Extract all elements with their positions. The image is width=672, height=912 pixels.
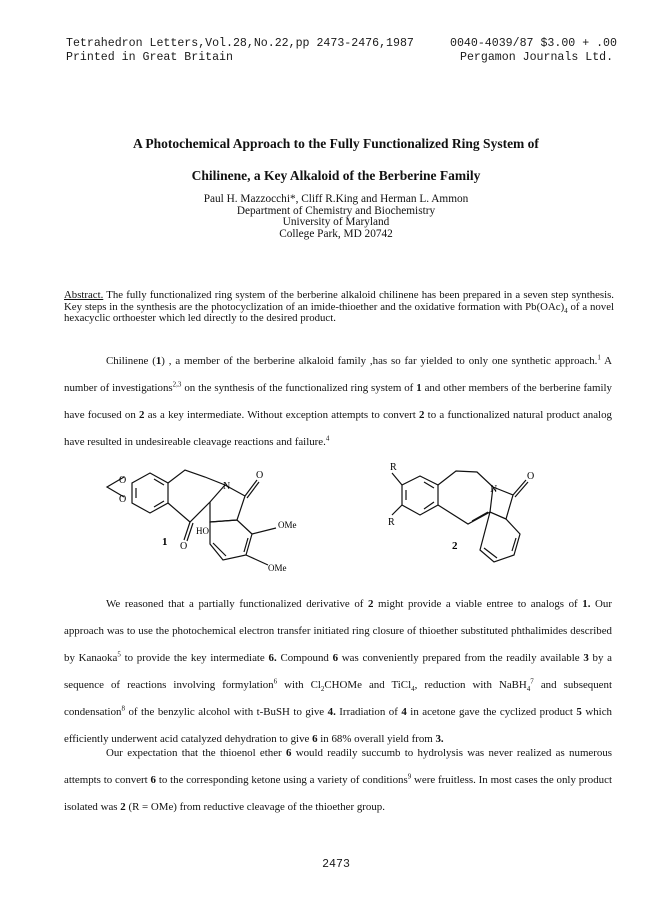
author-names: Paul H. Mazzocchi*, Cliff R.King and Herman L. Ammon (203, 193, 469, 205)
text: , reduction with NaBH (414, 679, 527, 691)
text: which efficiently underwent acid catalyzed dehydration to give (64, 706, 612, 745)
o-label: O (527, 471, 535, 482)
abstract-label: Abstract. (64, 289, 104, 301)
paragraph-3 (64, 740, 612, 821)
text: CHOMe and TiCl (324, 679, 412, 691)
paragraph-1 (64, 348, 612, 456)
publisher: Pergamon Journals Ltd. (460, 51, 614, 64)
citation: 6 (273, 677, 278, 686)
text: Our expectation that the thioenol ether (106, 747, 286, 759)
compound-ref: 2 (419, 409, 425, 421)
text: Compound (276, 652, 333, 664)
compound-2-structure (392, 471, 528, 562)
citation: 7 (530, 677, 534, 686)
compound-ref: 6. (268, 652, 277, 664)
citation: 4 (325, 434, 330, 443)
subscript: 4 (411, 685, 415, 694)
text: and subsequent condensation (64, 679, 612, 718)
text: We reasoned that a partially functionalized derivative of (106, 598, 368, 610)
text: Chilinene ( (106, 355, 156, 367)
abstract (64, 290, 614, 325)
compound-ref: 4 (401, 706, 407, 718)
abstract-text: of a novel hexacyclic orthoester which led directly to the desired product. (64, 300, 614, 324)
text: to a functionalized natural product analog have resulted in undesireable cleavage reactions and failure. (64, 409, 612, 448)
abstract-sub: 4 (564, 306, 568, 315)
paper-title-line1: A Photochemical Approach to the Fully Functionalized Ring System of (133, 136, 539, 151)
compound-ref: 6 (312, 733, 318, 745)
citation: 5 (117, 650, 121, 659)
r-label: R (388, 517, 395, 528)
text: by a sequence of reactions involving formylation (64, 652, 612, 691)
ome-label: OMe (278, 520, 297, 530)
text: were fruitless. In most cases the only product isolated was (64, 774, 612, 813)
compound-ref: 3. (435, 733, 444, 745)
journal-header-right (450, 37, 617, 65)
text: on the synthesis of the functionalized ring system of (181, 382, 417, 394)
o-label: O (119, 475, 127, 486)
citation: 1 (597, 353, 601, 362)
compound-ref: 6 (150, 774, 156, 786)
printed-in: Printed in Great Britain (66, 51, 233, 64)
abstract-text: The fully functionalized ring system of the berberine alkaloid chilinene has been prepared in a seven step synthesis. Key steps in the synthesis are the photocyclization of an imide-thioether and the oxidative formation with Pb(OAc) (64, 289, 614, 313)
text: Irradiation of (335, 706, 402, 718)
price-code: 0040-4039/87 $3.00 + .00 (450, 37, 617, 50)
text: in acetone gave the cyclized product (406, 706, 577, 718)
compound-1-structure (107, 470, 276, 565)
text: of the benzylic alcohol with t-BuSH to give (124, 706, 328, 718)
text: in 68% overall yield from (317, 733, 436, 745)
n-label: N (490, 484, 498, 495)
compound-ref: 6 (332, 652, 339, 664)
text: ) , a member of the berberine alkaloid family ,has so far yielded to only one synthetic approach. (161, 355, 598, 367)
compound-ref: 4. (327, 706, 336, 718)
compound-2-label: 2 (452, 540, 458, 552)
compound-ref: 1. (582, 598, 591, 610)
compound-ref: 5 (576, 706, 582, 718)
text: as a key intermediate. Without exception attempts to convert (144, 409, 419, 421)
university: University of Maryland (282, 216, 390, 228)
r-label: R (390, 462, 397, 473)
text: to provide the key intermediate (120, 652, 269, 664)
compound-ref: 2 (368, 598, 374, 610)
subscript: 2 (320, 685, 325, 694)
paragraph-2 (64, 591, 612, 753)
compound-ref: 2 (139, 409, 145, 421)
compound-1-label: 1 (162, 536, 168, 548)
ome-label: OMe (268, 563, 287, 573)
text: Our approach was to use the photochemical electron transfer initiated ring closure of thioether substituted phthalimides described by Kanaoka (64, 598, 612, 664)
text: A number of investigations (64, 355, 612, 394)
text: was conveniently prepared from the readily available (338, 652, 584, 664)
o-label: O (256, 470, 264, 481)
citation: 8 (121, 704, 125, 713)
text: to the corresponding ketone using a variety of conditions (155, 774, 408, 786)
text: would readily succumb to hydrolysis was never realized as numerous attempts to convert (64, 747, 612, 786)
compound-ref: 1 (155, 355, 162, 367)
author-block (0, 194, 672, 240)
paper-title-line2: Chilinene, a Key Alkaloid of the Berberine Family (191, 168, 481, 183)
compound-ref: 6 (285, 747, 292, 759)
compound-ref: 2 (120, 801, 126, 813)
ho-label: HO (196, 526, 209, 536)
compound-ref: 3 (583, 652, 589, 664)
o-label: O (180, 541, 188, 552)
journal-citation: Tetrahedron Letters,Vol.28,No.22,pp 2473-2476,1987 (66, 37, 414, 50)
structure-figure (0, 452, 672, 577)
text: might provide a viable entree to analogs of (373, 598, 583, 610)
department: Department of Chemistry and Biochemistry (236, 204, 436, 217)
text: and other members of the berberine family have focused on (64, 382, 612, 421)
page-number: 2473 (322, 858, 350, 871)
subscript: 4 (526, 685, 531, 694)
n-label: N (223, 481, 231, 492)
citation: 2,3 (172, 380, 182, 389)
compound-ref: 1 (416, 382, 422, 394)
text: (R = OMe) from reductive cleavage of the thioether group. (125, 801, 385, 813)
city: College Park, MD 20742 (279, 227, 393, 240)
text: with Cl (277, 679, 321, 691)
o-label: O (119, 494, 127, 505)
journal-header-left (66, 37, 414, 65)
citation: 9 (407, 772, 412, 781)
